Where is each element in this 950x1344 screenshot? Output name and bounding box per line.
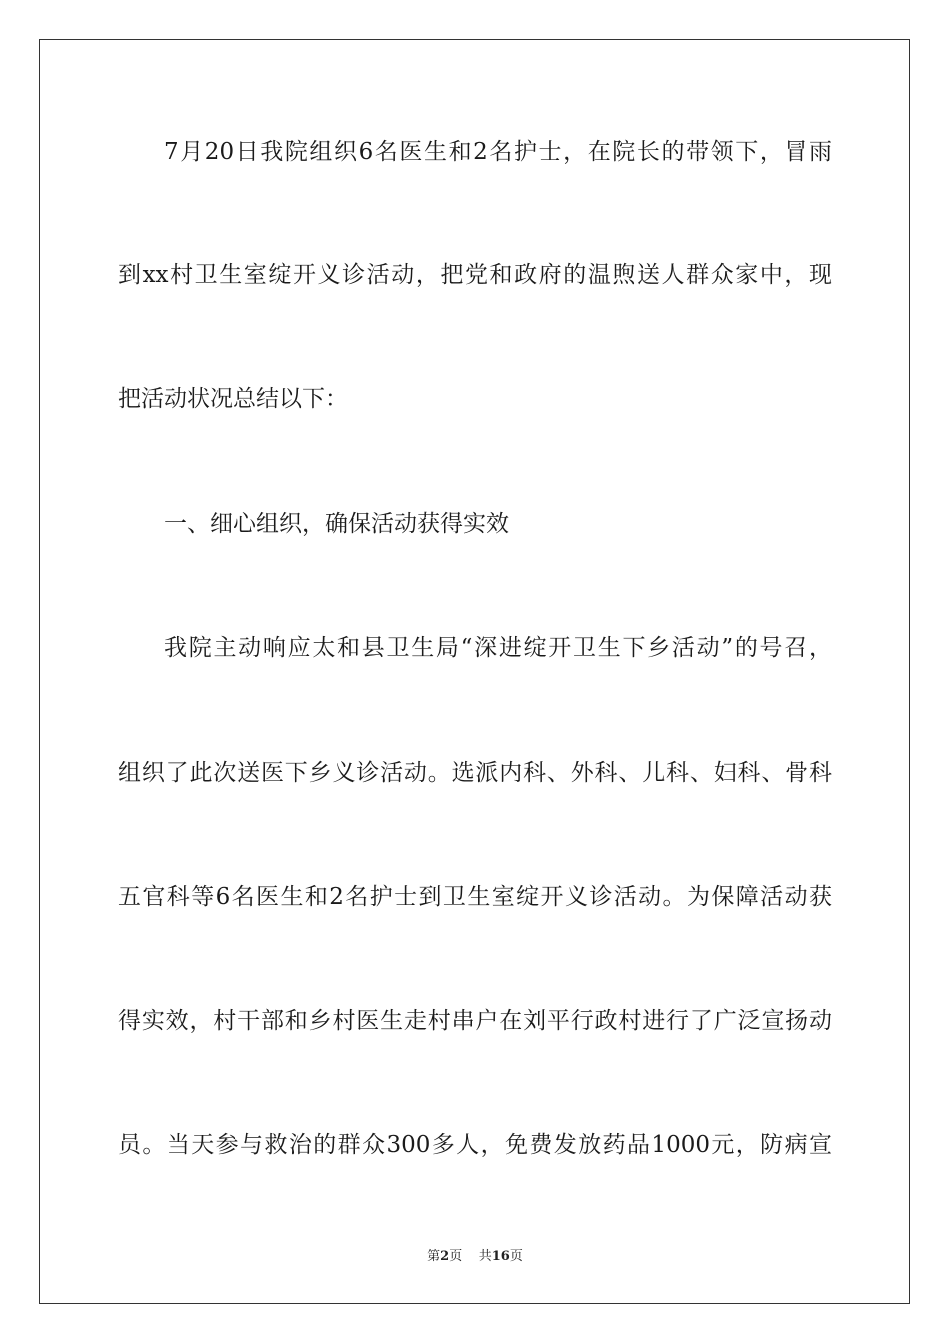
text-line-5: 我院主动响应太和县卫生局“深进绽开卫生下乡活动”的号召， xyxy=(164,635,832,661)
page-unit: 页 xyxy=(449,1249,463,1264)
text-line-8: 得实效，村干部和乡村医生走村串户在刘平行政村进行了广泛宣扬动 xyxy=(118,1008,832,1034)
text-line-3: 把活动状况总结以下： xyxy=(118,386,348,412)
page-footer xyxy=(0,1248,950,1266)
page-prefix: 第 xyxy=(427,1249,441,1264)
total-unit: 页 xyxy=(509,1249,523,1264)
text-line-7: 五官科等6名医生和2名护士到卫生室绽开义诊活动。为保障活动获 xyxy=(118,884,832,910)
page-current: 2 xyxy=(440,1249,450,1264)
total-prefix: 共 xyxy=(478,1249,492,1264)
text-line-9: 员。当天参与救治的群众300多人，免费发放药品1000元，防病宣 xyxy=(118,1132,832,1158)
section-heading: 一、细心组织，确保活动获得实效 xyxy=(164,511,509,537)
page-border xyxy=(39,39,910,1304)
page-total: 16 xyxy=(491,1249,510,1264)
text-line-6: 组织了此次送医下乡义诊活动。选派内科、外科、儿科、妇科、骨科 xyxy=(118,760,832,786)
text-line-2: 到xx村卫生室绽开义诊活动，把党和政府的温煦送人群众家中，现 xyxy=(118,262,832,288)
text-line-1: 7月20日我院组织6名医生和2名护士，在院长的带领下，冒雨 xyxy=(164,139,832,165)
